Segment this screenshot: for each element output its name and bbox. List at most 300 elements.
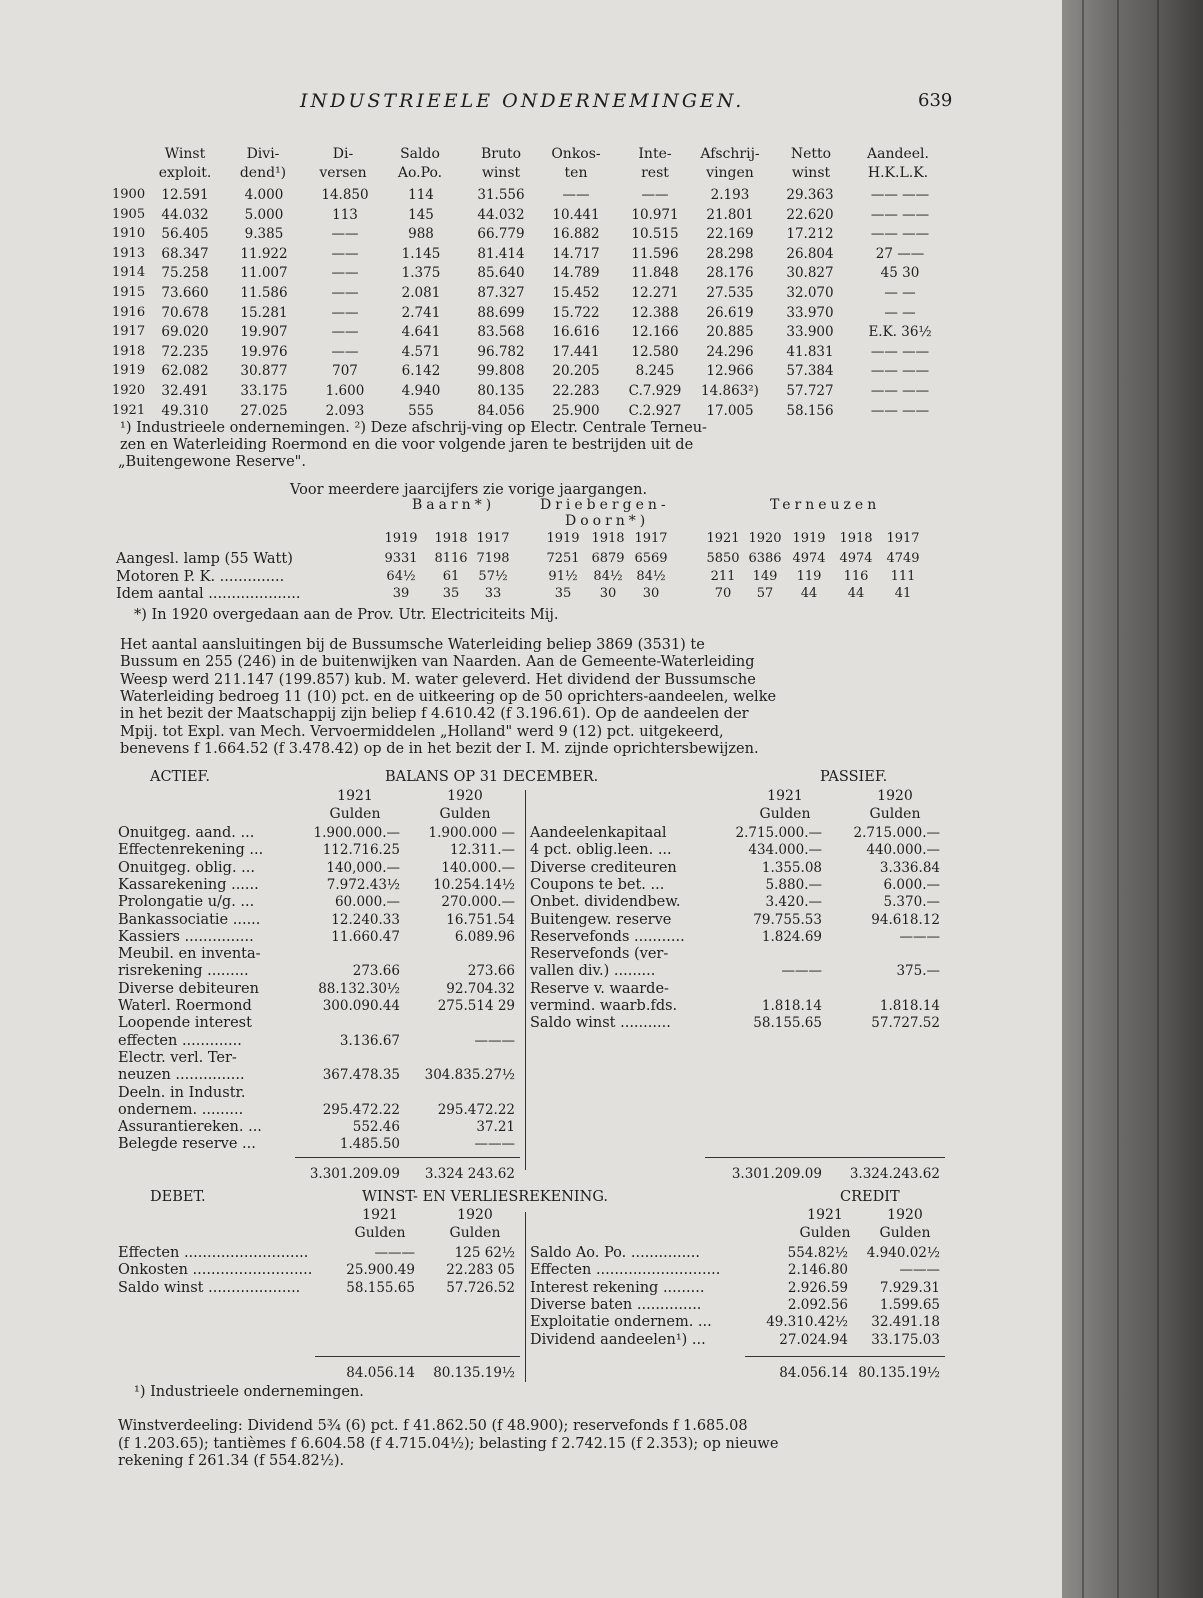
t1-cell: 8.245 <box>635 363 675 380</box>
t1-header-2-a: Di- <box>332 146 354 162</box>
para2-line: (f 1.203.65); tantièmes f 6.604.58 (f 4.715.04½); belasting f 2.742.15 (f 2.353); op nieuwe <box>118 1435 779 1452</box>
t1-row-year: 1916 <box>112 304 146 320</box>
balans-right-1920: 5.370.— <box>883 894 940 911</box>
t1-cell: 58.156 <box>786 402 834 419</box>
t2-year: 1920 <box>748 531 782 546</box>
t1-cell: 31.556 <box>477 187 525 203</box>
t2-year: 1921 <box>706 531 740 546</box>
t1-cell: 57.384 <box>786 363 834 380</box>
t1-cell: 17.441 <box>552 343 600 360</box>
t1-cell: 27.025 <box>240 402 288 419</box>
t2-group-terneuzen: Terneuzen <box>770 497 881 513</box>
balans-unit: Gulden <box>869 806 921 822</box>
balans-left-label: Kassarekening ...... <box>118 876 259 893</box>
para2-line: rekening f 261.34 (f 554.82½). <box>118 1453 345 1469</box>
balans-left-label: Prolongatie u/g. ... <box>118 894 255 911</box>
balans-left-1921: 7.972.43½ <box>326 876 400 893</box>
t1-cell: 56.405 <box>161 226 209 243</box>
balans-left-1921: 60.000.— <box>334 894 400 911</box>
t2-cell: 6569 <box>634 551 668 566</box>
t2-row-label: Idem aantal .................... <box>116 586 301 602</box>
t1-footnote: zen en Waterleiding Roermond en die voor volgende jaren te bestrijden uit de <box>120 437 694 453</box>
t2-cell: 70 <box>714 586 732 601</box>
t2-cell: 6386 <box>748 551 782 566</box>
t1-cell: 12.591 <box>161 187 209 203</box>
balans-left-1921: 11.660.47 <box>331 928 400 945</box>
balans-left-label: Assurantiereken. ... <box>118 1119 262 1136</box>
t1-cell: 6.142 <box>401 363 441 380</box>
t1-row-year: 1910 <box>112 226 146 242</box>
balans-left-title: ACTIEF. <box>150 769 210 785</box>
balans-right-1921: 1.355.08 <box>761 859 822 876</box>
wv-right-1920: 33.175.03 <box>871 1331 940 1348</box>
t1-cell: 72.235 <box>161 343 209 360</box>
t1-cell: 12.580 <box>631 343 679 360</box>
balans-left-label: Deeln. in Industr. <box>118 1084 246 1101</box>
t1-row-year: 1917 <box>112 324 146 340</box>
balans-left-label: risrekening ......... <box>118 963 249 980</box>
wv-unit: Gulden <box>799 1225 851 1241</box>
balans-title: BALANS OP 31 DECEMBER. <box>385 769 599 785</box>
balans-left-label: Belegde reserve ... <box>118 1136 256 1153</box>
t1-header-6-a: Inte- <box>638 146 672 162</box>
balans-unit: Gulden <box>439 806 491 822</box>
balans-right-1920: 3.336.84 <box>879 859 940 876</box>
t1-cell: 33.175 <box>240 383 288 399</box>
t1-cell: 4.571 <box>401 343 441 360</box>
t2-cell: 111 <box>890 568 916 584</box>
balans-left-1921: 552.46 <box>352 1119 400 1136</box>
t2-group-baarn: Baarn*) <box>412 497 496 513</box>
wv-right-label: Diverse baten .............. <box>530 1296 702 1313</box>
t1-cell: 88.699 <box>477 304 525 321</box>
t1-row-year: 1918 <box>112 343 146 359</box>
para1-line: Mpij. tot Expl. van Mech. Vervoermiddelen „Holland" werd 9 (12) pct. uitgekeerd, <box>120 723 724 740</box>
t1-header-5-b: ten <box>564 165 588 181</box>
t1-cell: —— —— <box>870 187 930 203</box>
wv-right-1920: 4.940.02½ <box>866 1245 940 1261</box>
t1-cell: 14.850 <box>321 187 369 203</box>
t1-footnote: „Buitengewone Reserve". <box>118 454 306 470</box>
balans-year: 1921 <box>767 788 803 804</box>
balans-left-1921: 1.485.50 <box>339 1136 400 1153</box>
balans-year: 1920 <box>447 788 483 804</box>
t1-header-8-b: winst <box>791 165 831 181</box>
t2-year: 1919 <box>546 531 580 546</box>
balans-left-1920: 273.66 <box>467 963 515 980</box>
balans-unit: Gulden <box>759 806 811 822</box>
wv-left-1921: ——— <box>374 1245 415 1261</box>
balans-left-1920: 275.514 29 <box>437 998 515 1014</box>
balans-right-label: 4 pct. oblig.leen. ... <box>530 842 672 859</box>
t2-cell: 211 <box>710 568 736 584</box>
t1-cell: 49.310 <box>161 402 209 419</box>
t1-cell: 22.169 <box>706 226 754 243</box>
running-header: INDUSTRIEELE ONDERNEMINGEN. <box>300 90 745 112</box>
t1-cell: — — <box>884 285 916 301</box>
balans-divider <box>525 790 526 1170</box>
balans-left-1921: 12.240.33 <box>331 911 400 928</box>
t1-cell: 12.966 <box>706 363 754 380</box>
t1-cell: 16.882 <box>552 226 600 243</box>
balans-right-1920: 57.727.52 <box>871 1015 940 1032</box>
t1-row-year: 1905 <box>112 206 146 222</box>
t2-year: 1919 <box>384 531 418 546</box>
t1-cell: 10.971 <box>631 206 679 223</box>
t1-cell: 11.596 <box>631 245 679 262</box>
t1-cell: 4.000 <box>244 187 284 203</box>
wv-right-label: Exploitatie ondernem. ... <box>530 1314 712 1331</box>
t1-cell: 44.032 <box>477 206 525 223</box>
t2-cell: 9331 <box>384 551 418 566</box>
balans-left-label: Meubil. en inventa- <box>118 946 261 963</box>
para1-line: Weesp werd 211.147 (199.857) kub. M. water geleverd. Het dividend der Bussumsche <box>120 671 756 688</box>
t2-cell: 44 <box>847 586 865 601</box>
t1-cell: 30.827 <box>786 265 834 282</box>
balans-left-1920: 270.000.— <box>441 894 515 911</box>
t2-cell: 8116 <box>434 551 468 566</box>
t2-cell: 4749 <box>886 551 920 566</box>
t2-cell: 4974 <box>792 551 826 566</box>
wv-footnote: ¹) Industrieele ondernemingen. <box>134 1384 364 1400</box>
t1-row-year: 1914 <box>112 265 146 281</box>
balans-right-1920: 375.— <box>896 963 940 980</box>
t2-cell: 149 <box>752 568 778 584</box>
balans-right-1921: 3.420.— <box>765 894 822 911</box>
t1-cell: 14.863²) <box>701 383 759 399</box>
t1-cell: 26.804 <box>786 245 834 262</box>
t1-cell: —— <box>641 187 669 203</box>
t2-cell: 116 <box>843 568 869 584</box>
t2-cell: 57½ <box>478 568 508 584</box>
wv-right-label: Effecten ........................... <box>530 1262 721 1279</box>
wv-right-1920: ——— <box>899 1262 940 1279</box>
balans-left-label: Diverse debiteuren <box>118 980 259 997</box>
t1-cell: 11.848 <box>631 265 679 282</box>
t1-row-year: 1919 <box>112 363 146 379</box>
balans-right-1920: 440.000.— <box>866 842 940 859</box>
para1-line: in het bezit der Maatschappij zijn beliep f 4.610.42 (f 3.196.61). Op de aandeelen der <box>120 706 749 723</box>
balans-left-label: Effectenrekening ... <box>118 842 264 859</box>
t1-cell: 17.212 <box>786 226 834 243</box>
t1-cell: 15.452 <box>552 285 600 301</box>
t1-cell: — — <box>884 304 916 321</box>
balans-left-label: Waterl. Roermond <box>118 998 252 1014</box>
t1-cell: 2.741 <box>401 304 441 321</box>
t2-year: 1917 <box>634 531 668 546</box>
t1-cell: 20.885 <box>706 324 754 341</box>
balans-left-1921: 112.716.25 <box>322 842 400 859</box>
t1-cell: 69.020 <box>161 324 209 341</box>
t1-cell: 10.441 <box>552 206 600 223</box>
para2-line: Winstverdeeling: Dividend 5¾ (6) pct. f 41.862.50 (f 48.900); reservefonds f 1.685.08 <box>118 1418 748 1434</box>
wv-total: 80.135.19½ <box>433 1365 515 1381</box>
balans-right-1921: 5.880.— <box>765 876 822 893</box>
balans-left-1920: 12.311.— <box>449 842 515 859</box>
t1-cell: 32.491 <box>161 383 209 399</box>
wv-divider <box>525 1212 526 1382</box>
t1-header-0-a: Winst <box>164 146 206 162</box>
t2-year: 1919 <box>792 531 826 546</box>
wv-left-1920: 57.726.52 <box>446 1279 515 1296</box>
t1-cell: 10.515 <box>631 226 679 243</box>
wv-year: 1920 <box>457 1207 493 1223</box>
t1-cell: 14.717 <box>552 245 600 262</box>
t1-row-year: 1900 <box>112 187 146 202</box>
balans-left-1920: 295.472.22 <box>437 1101 515 1118</box>
t1-header-1-b: dend¹) <box>239 165 287 181</box>
para1-line: benevens f 1.664.52 (f 3.478.42) op de in het bezit der I. M. zijnde oprichtersbewijzen. <box>120 740 759 757</box>
t1-header-3-a: Saldo <box>400 146 440 162</box>
t1-cell: 68.347 <box>161 245 209 262</box>
t1-cell: 145 <box>408 206 434 223</box>
t1-cell: 70.678 <box>161 304 209 321</box>
t2-cell: 35 <box>442 586 460 601</box>
page-edge <box>1062 0 1203 1598</box>
balans-right-1920: 1.818.14 <box>879 998 940 1014</box>
t1-cell: 11.922 <box>240 245 288 262</box>
balans-right-label: vermind. waarb.fds. <box>530 998 678 1014</box>
t2-cell: 61 <box>442 568 460 584</box>
t2-cell: 4974 <box>839 551 873 566</box>
t1-cell: 45 30 <box>880 265 920 282</box>
balans-right-1920: 6.000.— <box>883 876 940 893</box>
balans-left-1920: 140.000.— <box>441 859 515 876</box>
t1-cell: 17.005 <box>706 402 754 419</box>
t1-cell: 96.782 <box>477 343 525 360</box>
balans-left-1921: 140,000.— <box>326 859 400 876</box>
wv-left-1920: 22.283 05 <box>446 1262 515 1279</box>
balans-total: 3.301.209.09 <box>731 1166 822 1182</box>
balans-left-1920: ——— <box>474 1136 515 1153</box>
wv-total-rule <box>315 1356 520 1357</box>
t1-cell: C.2.927 <box>628 402 682 419</box>
balans-right-label: Reserve v. waarde- <box>530 980 669 997</box>
t2-cell: 119 <box>796 568 822 584</box>
wv-right-1920: 1.599.65 <box>879 1296 940 1313</box>
balans-total-rule <box>295 1157 520 1158</box>
t1-header-7-a: Afschrij- <box>700 146 760 162</box>
t1-header-5-a: Onkos- <box>551 146 601 162</box>
t1-cell: 75.258 <box>161 265 209 282</box>
t2-year: 1918 <box>591 531 625 546</box>
wv-right-1920: 7.929.31 <box>879 1279 940 1296</box>
t1-cell: 73.660 <box>161 285 209 301</box>
balans-right-label: Reservefonds ........... <box>530 928 685 945</box>
t1-cell: —— <box>562 187 590 203</box>
t1-cell: 1.145 <box>401 245 441 262</box>
wv-left-1920: 125 62½ <box>454 1245 515 1261</box>
t2-footnote: *) In 1920 overgedaan aan de Prov. Utr. Electriciteits Mij. <box>134 607 559 623</box>
page-number: 639 <box>918 90 953 111</box>
balans-total: 3.324.243.62 <box>849 1166 940 1182</box>
t2-cell: 64½ <box>386 568 416 584</box>
t1-header-7-b: vingen <box>706 165 754 181</box>
balans-unit: Gulden <box>329 806 381 822</box>
para1-line: Waterleiding bedroeg 11 (10) pct. en de uitkeering op de 50 oprichters-aandeelen, welke <box>120 688 777 705</box>
t1-cell: 27.535 <box>706 285 754 301</box>
wv-right-1920: 32.491.18 <box>871 1314 940 1331</box>
t2-year: 1918 <box>434 531 468 546</box>
balans-right-label: Saldo winst ........... <box>530 1015 671 1032</box>
t1-cell: 14.789 <box>552 265 600 282</box>
wv-unit: Gulden <box>354 1225 406 1241</box>
wv-right-label: Dividend aandeelen¹) ... <box>530 1331 706 1348</box>
balans-left-1921: 367.478.35 <box>322 1067 400 1084</box>
para1-line: Het aantal aansluitingen bij de Bussumsche Waterleiding beliep 3869 (3531) te <box>120 637 705 653</box>
t1-cell: —— <box>331 285 359 301</box>
t1-row-year: 1913 <box>112 245 146 261</box>
t1-cell: 26.619 <box>706 304 754 321</box>
t1-cell: 19.976 <box>240 343 288 360</box>
balans-left-1921: 3.136.67 <box>339 1032 400 1049</box>
balans-left-1921: 273.66 <box>352 963 400 980</box>
t1-cell: 19.907 <box>240 324 288 341</box>
balans-total: 3.301.209.09 <box>309 1166 400 1182</box>
t2-cell: 33 <box>484 586 502 601</box>
t1-header-0-b: exploit. <box>158 165 212 181</box>
t1-cell: 1.600 <box>325 383 365 399</box>
wv-right-title: CREDIT <box>840 1189 900 1205</box>
t1-cell: 15.722 <box>552 304 600 321</box>
balans-left-1921: 88.132.30½ <box>318 980 400 997</box>
balans-right-1921: 1.818.14 <box>761 998 822 1014</box>
wv-left-label: Effecten ........................... <box>118 1245 309 1261</box>
balans-left-1920: 1.900.000 — <box>428 825 515 841</box>
wv-left-label: Onkosten .......................... <box>118 1262 313 1279</box>
t2-cell: 30 <box>599 586 617 601</box>
t1-cell: 22.620 <box>786 206 834 223</box>
t1-cell: 44.032 <box>161 206 209 223</box>
t1-cell: 99.808 <box>477 363 525 380</box>
t1-cell: 30.877 <box>240 363 288 380</box>
balans-left-label: Electr. verl. Ter- <box>118 1049 237 1066</box>
wv-right-1921: 2.092.56 <box>787 1296 848 1313</box>
balans-total: 3.324 243.62 <box>424 1166 515 1182</box>
t2-cell: 35 <box>554 586 572 601</box>
t1-cell: 33.970 <box>786 304 834 321</box>
balans-right-1921: 58.155.65 <box>753 1015 822 1032</box>
balans-right-label: Onbet. dividendbew. <box>530 894 681 911</box>
t2-cell: 6879 <box>591 551 625 566</box>
balans-right-1920: 2.715.000.— <box>853 825 940 841</box>
t1-cell: 114 <box>408 187 434 203</box>
t1-cell: —— <box>331 226 359 243</box>
t2-group-driebergen-2: Doorn*) <box>565 513 650 529</box>
wv-right-label: Interest rekening ......... <box>530 1279 705 1296</box>
t1-cell: 4.940 <box>401 383 441 399</box>
t1-cell: 21.801 <box>706 206 754 223</box>
t2-row-label: Aangesl. lamp (55 Watt) <box>116 551 293 567</box>
t2-cell: 39 <box>392 586 410 601</box>
t1-cell: 2.093 <box>325 402 365 419</box>
t2-year: 1918 <box>839 531 873 546</box>
balans-year: 1921 <box>337 788 373 804</box>
t1-cell: 12.388 <box>631 304 679 321</box>
t2-cell: 30 <box>642 586 660 601</box>
t2-cell: 84½ <box>636 568 666 584</box>
t1-header-2-b: versen <box>319 165 367 181</box>
t2-year: 1917 <box>886 531 920 546</box>
balans-left-label: Bankassociatie ...... <box>118 911 261 928</box>
wv-left-1921: 58.155.65 <box>346 1279 415 1296</box>
wv-right-1921: 49.310.42½ <box>766 1314 848 1331</box>
wv-left-title: DEBET. <box>150 1189 206 1205</box>
balans-right-1920: 94.618.12 <box>871 911 940 928</box>
t1-header-4-b: winst <box>481 165 521 181</box>
t2-row-label: Motoren P. K. .............. <box>116 568 285 585</box>
balans-left-label: Kassiers ............... <box>118 928 254 945</box>
t1-cell: 81.414 <box>477 245 525 262</box>
t1-cell: —— —— <box>870 343 930 360</box>
t1-cell: 28.298 <box>706 245 754 262</box>
balans-right-1921: 79.755.53 <box>753 911 822 928</box>
wv-total-rule <box>745 1356 945 1357</box>
t1-cell: 57.727 <box>786 383 834 399</box>
balans-left-1920: 304.835.27½ <box>424 1067 515 1084</box>
t1-cell: 1.375 <box>401 265 441 282</box>
balans-left-1920: ——— <box>474 1032 515 1049</box>
balans-right-label: vallen div.) ......... <box>530 963 656 980</box>
t1-cell: C.7.929 <box>628 383 682 399</box>
balans-year: 1920 <box>877 788 913 804</box>
wv-right-1921: 2.146.80 <box>787 1262 848 1279</box>
t1-cell: 707 <box>332 363 358 380</box>
t1-cell: 2.193 <box>710 187 750 203</box>
t1-row-year: 1920 <box>112 383 146 398</box>
t1-cell: 28.176 <box>706 265 754 282</box>
balans-left-label: effecten ............. <box>118 1032 242 1049</box>
wv-total: 84.056.14 <box>779 1365 848 1381</box>
balans-left-label: Loopende interest <box>118 1015 252 1032</box>
para1-line: Bussum en 255 (246) in de buitenwijken van Naarden. Aan de Gemeente-Waterleiding <box>120 654 755 671</box>
t1-cell: 66.779 <box>477 226 525 243</box>
t1-cell: —— —— <box>870 363 930 380</box>
wv-left-1921: 25.900.49 <box>346 1262 415 1279</box>
wv-year: 1921 <box>807 1207 843 1223</box>
t1-cell: 12.166 <box>631 324 679 341</box>
t1-header-8-a: Netto <box>790 146 832 162</box>
wv-year: 1920 <box>887 1207 923 1223</box>
balans-right-label: Aandeelenkapitaal <box>530 825 667 841</box>
t1-cell: 41.831 <box>786 343 834 360</box>
wv-year: 1921 <box>362 1207 398 1223</box>
t2-cell: 84½ <box>593 568 623 584</box>
balans-right-label: Coupons te bet. ... <box>530 876 665 893</box>
t2-intro: Voor meerdere jaarcijfers zie vorige jaargangen. <box>290 482 648 498</box>
wv-right-1921: 27.024.94 <box>779 1331 848 1348</box>
t2-cell: 7198 <box>476 551 510 566</box>
t1-cell: 20.205 <box>552 363 600 380</box>
t1-cell: 25.900 <box>552 402 600 419</box>
balans-left-label: Onuitgeg. oblig. ... <box>118 859 256 876</box>
balans-right-label: Buitengew. reserve <box>530 911 672 928</box>
t1-cell: E.K. 36½ <box>868 324 932 341</box>
t1-cell: 5.000 <box>244 206 284 223</box>
balans-left-label: Onuitgeg. aand. ... <box>118 825 255 841</box>
t1-cell: 33.900 <box>786 324 834 341</box>
t1-cell: 84.056 <box>477 402 525 419</box>
t1-header-6-b: rest <box>641 165 669 181</box>
wv-left-label: Saldo winst .................... <box>118 1279 301 1296</box>
t1-header-3-b: Ao.Po. <box>397 165 443 181</box>
t1-header-9-b: H.K.L.K. <box>867 165 929 181</box>
t2-cell: 7251 <box>546 551 580 566</box>
t1-cell: 27 —— <box>875 245 925 262</box>
balans-left-1920: 92.704.32 <box>446 980 515 997</box>
t2-cell: 91½ <box>548 568 578 584</box>
t1-cell: 12.271 <box>631 285 679 301</box>
